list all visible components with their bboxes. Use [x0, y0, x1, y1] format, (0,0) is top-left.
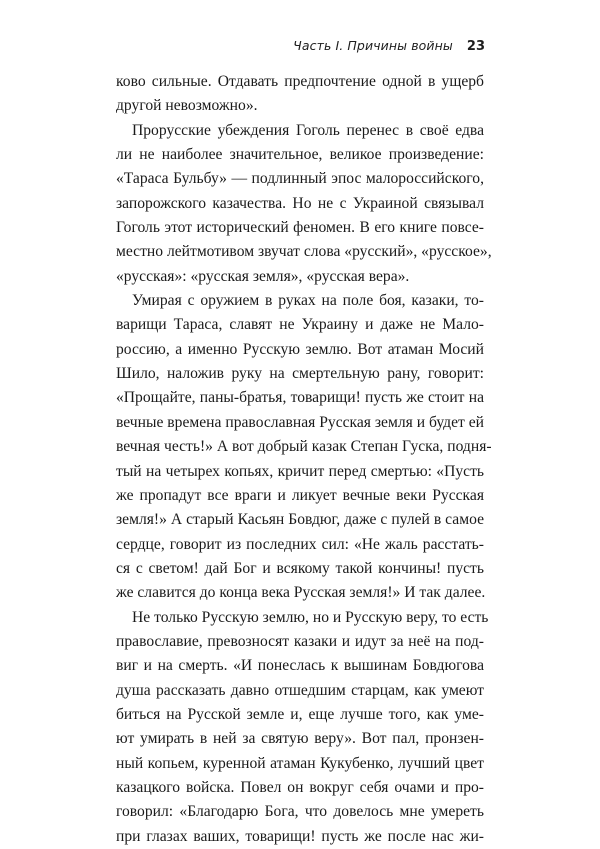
text-line: земля!» А старый Касьян Бовдюг, даже с пулей в самое	[116, 511, 484, 529]
page-number: 23	[466, 39, 485, 54]
text-line: же славится до конца века Русская земля!» И так далее.	[116, 584, 486, 602]
text-line: «Тараса Бульбу» — подлинный эпос малороссийского,	[116, 170, 484, 188]
text-line: «русская»: «русская земля», «русская вера».	[116, 267, 410, 285]
text-line: другой невозможно».	[116, 97, 258, 115]
text-line: ют умирать в ней за святую веру». Вот пал, пронзен-	[116, 730, 484, 748]
text-line: россию, а именно Русскую землю. Вот атаман Мосий	[116, 340, 484, 358]
text-line: при глазах ваших, товарищи! пусть же после нас жи-	[116, 827, 484, 845]
text-line: же пропадут все враги и ликует вечные веки Русская	[116, 486, 484, 504]
text-line: вечная честь!» А вот добрый казак Степан Гуска, подня-	[116, 438, 492, 456]
text-line: вечные времена православная Русская земля и будет ей	[116, 413, 484, 431]
text-line: Умирая с оружием в руках на поле боя, казаки, то-	[132, 292, 484, 310]
section-title: Часть I. Причины войны	[293, 38, 453, 53]
body-text	[116, 70, 492, 849]
paragraph	[116, 289, 492, 605]
text-line: ково сильные. Отдавать предпочтение одной в ущерб	[116, 73, 484, 90]
text-line: варищи Тараса, славят не Украину и даже не Мало-	[116, 316, 484, 334]
text-line: тый на четырех копьях, кричит перед смертью: «Пусть	[116, 462, 484, 480]
paragraph-continued	[116, 70, 484, 119]
text-line: Прорусские убеждения Гоголь перенес в своё едва	[132, 121, 484, 139]
text-line: виг и на смерть. «И понеслась к вышинам Бовдюгова	[116, 657, 484, 675]
text-line: ный копьем, куренной атаман Кукубенко, лучший цвет	[116, 754, 484, 772]
text-line: православие, превозносят казаки и идут за неё на под-	[116, 632, 484, 650]
text-line: «Прощайте, паны-братья, товарищи! пусть же стоит на	[116, 389, 484, 407]
text-line: ли не наиболее значительное, великое произведение:	[116, 146, 484, 164]
paragraph	[116, 606, 489, 849]
text-line: сердце, говорит из последних сил: «Не жаль расстать-	[116, 535, 484, 553]
text-line: Гоголь этот исторический феномен. В его книге повсе-	[116, 219, 484, 237]
text-line: казацкого войска. Повел он вокруг себя очами и про-	[116, 778, 484, 796]
text-line: Шило, наложив руку на смертельную рану, говорит:	[116, 365, 484, 383]
text-line: местно лейтмотивом звучат слова «русский», «русское»,	[116, 243, 492, 261]
text-line: душа рассказать давно отшедшим старцам, как умеют	[116, 681, 484, 699]
text-line: ся с светом! дай Бог и всякому такой кончины! пусть	[116, 559, 484, 577]
text-line: запорожского казачества. Но не с Украиной связывал	[116, 194, 484, 212]
text-line: говорил: «Благодарю Бога, что довелось мне умереть	[116, 803, 484, 821]
text-line: Не только Русскую землю, но и Русскую веру, то есть	[132, 608, 489, 626]
text-line: биться на Русской земле и, еще лучше того, как уме-	[116, 705, 484, 723]
paragraph	[116, 119, 492, 289]
running-header	[293, 38, 485, 54]
